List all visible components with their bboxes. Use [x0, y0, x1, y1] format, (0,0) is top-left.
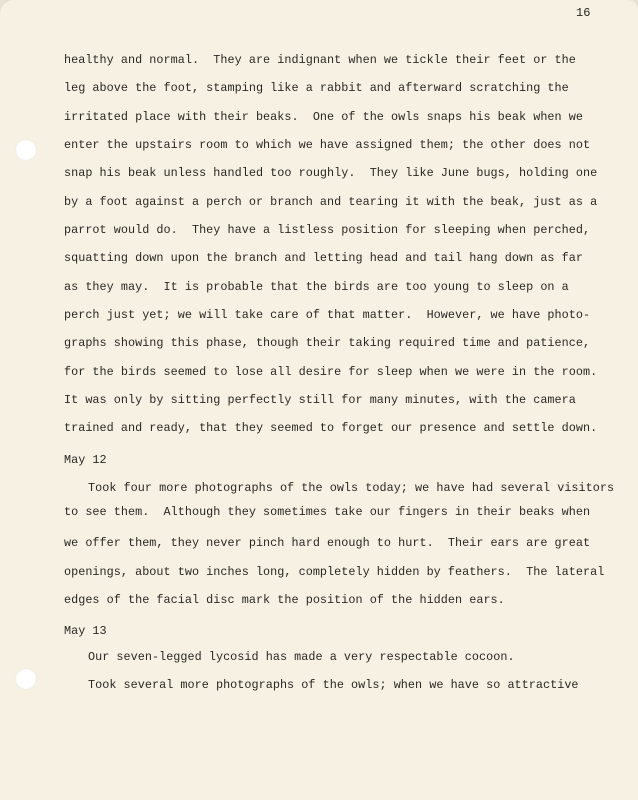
- text-line: to see them. Although they sometimes take our fingers in their beaks when: [64, 505, 591, 519]
- punch-hole: [15, 668, 37, 690]
- text-line: irritated place with their beaks. One of the owls snaps his beak when we: [64, 110, 583, 124]
- date-heading: May 13: [64, 624, 107, 638]
- text-line: healthy and normal. They are indignant when we tickle their feet or the: [64, 53, 576, 67]
- text-line: enter the upstairs room to which we have assigned them; the other does not: [64, 138, 591, 152]
- text-line: Took four more photographs of the owls today; we have had several visitors: [88, 481, 615, 495]
- text-line: leg above the foot, stamping like a rabbit and afterward scratching the: [64, 81, 569, 95]
- text-line: Our seven-legged lycosid has made a very respectable cocoon.: [88, 650, 515, 664]
- text-line: openings, about two inches long, completely hidden by feathers. The lateral: [64, 565, 605, 579]
- text-line: by a foot against a perch or branch and tearing it with the beak, just as a: [64, 195, 598, 209]
- text-line: perch just yet; we will take care of that matter. However, we have photo-: [64, 308, 591, 322]
- text-line: Took several more photographs of the owls; when we have so attractive: [88, 678, 579, 692]
- text-line: graphs showing this phase, though their taking required time and patience,: [64, 336, 591, 350]
- text-line: snap his beak unless handled too roughly. They like June bugs, holding one: [64, 166, 598, 180]
- text-line: It was only by sitting perfectly still for many minutes, with the camera: [64, 393, 576, 407]
- text-line: squatting down upon the branch and letting head and tail hang down as far: [64, 251, 583, 265]
- text-line: trained and ready, that they seemed to forget our presence and settle down.: [64, 421, 598, 435]
- date-heading: May 12: [64, 453, 107, 467]
- text-line: we offer them, they never pinch hard enough to hurt. Their ears are great: [64, 536, 591, 550]
- text-line: for the birds seemed to lose all desire for sleep when we were in the room.: [64, 365, 598, 379]
- punch-hole: [15, 139, 37, 161]
- page-number: 16: [576, 6, 591, 20]
- text-line: parrot would do. They have a listless position for sleeping when perched,: [64, 223, 591, 237]
- text-line: edges of the facial disc mark the position of the hidden ears.: [64, 593, 505, 607]
- text-line: as they may. It is probable that the birds are too young to sleep on a: [64, 280, 569, 294]
